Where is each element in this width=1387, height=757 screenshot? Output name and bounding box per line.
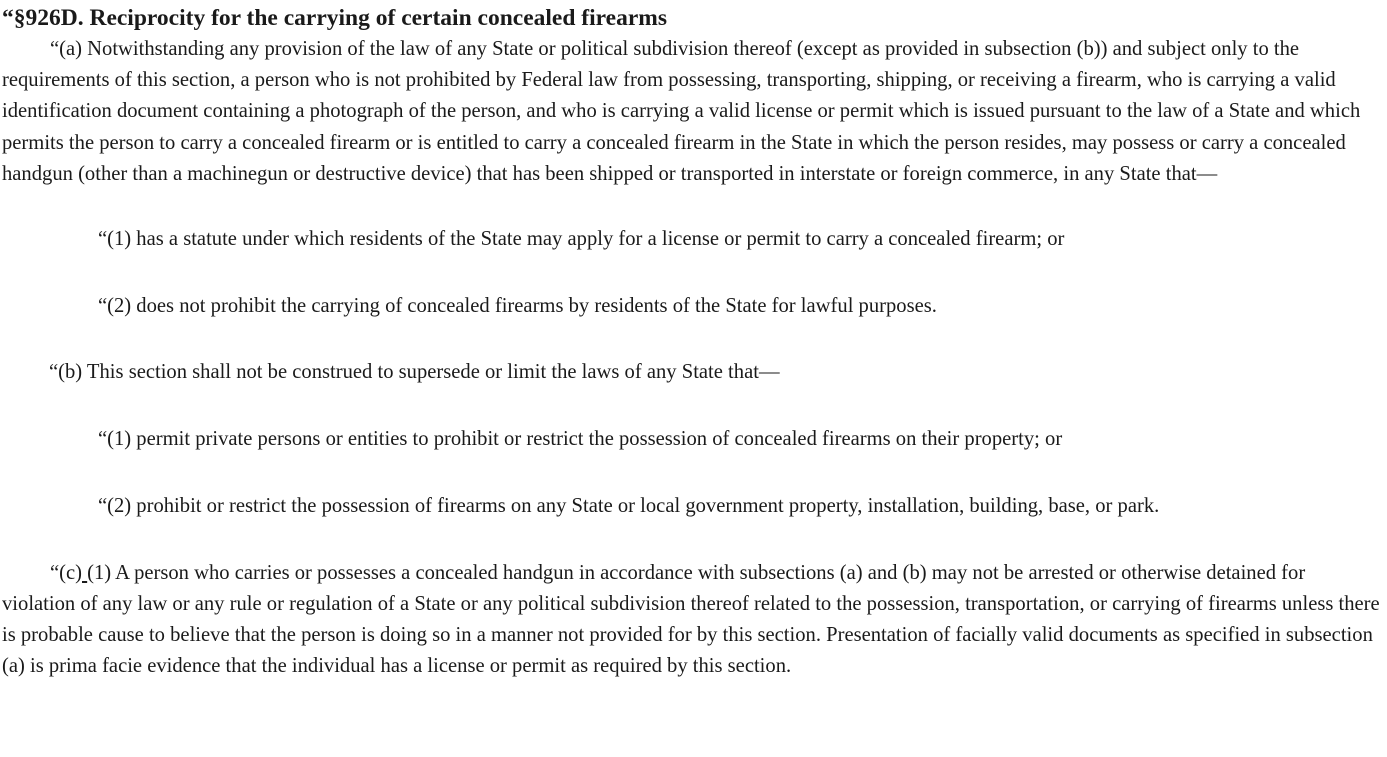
spacer (2, 322, 1383, 358)
spacer (2, 190, 1383, 224)
subsection-b-item-2: “(2) prohibit or restrict the possession of firearms on any State or local government property, installation, building, base, or park. (98, 494, 1160, 517)
subsection-a-item-1: “(1) has a statute under which residents of the State may apply for a license or permit to carry a concealed firearm; or (98, 228, 1065, 251)
subsection-c-paragraph (2, 558, 1383, 683)
subsection-b-item-1: “(1) permit private persons or entities to prohibit or restrict the possession of concealed firearms on their property; or (98, 428, 1063, 451)
subsection-a-paragraph: “(a) Notwithstanding any provision of the law of any State or political subdivision thereof (except as provided in subsection (b)) and subject only to the requirements of this section, a person who is not prohibited by Federal law from possessing, transporting, shipping, or receiving a firearm, who is carrying a valid identification document containing a photograph of the person, and who is carrying a valid license or permit which is issued pursuant to the law of a State and which permits the person to carry a concealed firearm or is entitled to carry a concealed firearm in the State in which the person resides, may possess or carry a concealed handgun (other than a machinegun or destructive device) that has been shipped or transported in interstate or foreign commerce, in any State that— (2, 38, 1361, 185)
spacer (2, 455, 1383, 491)
spacer (2, 522, 1383, 558)
subsection-b-paragraph: “(b) This section shall not be construed to supersede or limit the laws of any State that— (49, 361, 780, 384)
section-title: “§926D. Reciprocity for the carrying of certain concealed firearms (2, 5, 667, 31)
spacer (2, 255, 1383, 291)
subsection-a-item-2: “(2) does not prohibit the carrying of concealed firearms by residents of the State for lawful purposes. (98, 294, 937, 317)
spacer (2, 389, 1383, 425)
subsection-c-prefix: “(c) (50, 561, 82, 584)
subsection-c-text: (1) A person who carries or possesses a concealed handgun in accordance with subsections (a) and (b) may not be arrested or otherwise detained for violation of any law or any rule or regulation of a State or any political subdivision thereof related to the possession, transportation, or carrying of firearms unless there is probable cause to believe that the person is doing so in a manner not provided for by this section. Presentation of facially valid documents as specified in subsection (a) is prima facie evidence that the individual has a license or permit as required by this section. (2, 561, 1380, 678)
